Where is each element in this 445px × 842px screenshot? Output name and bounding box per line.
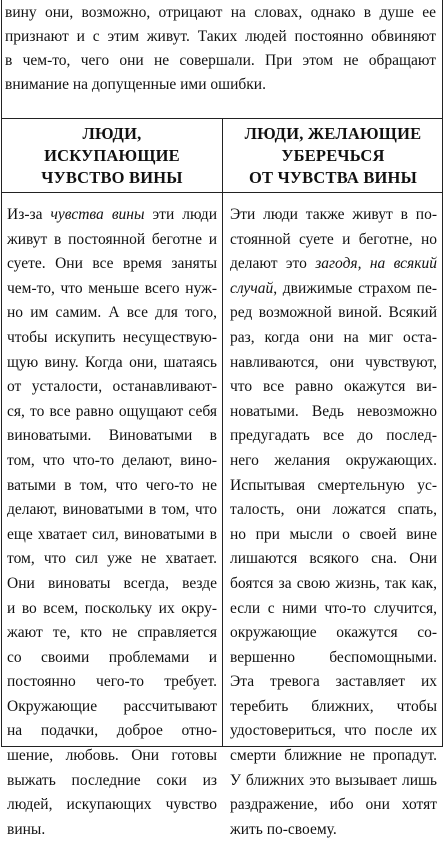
text-segment: чем-то, что меньше всего нуж- bbox=[7, 279, 217, 297]
text-segment: Из-за bbox=[7, 206, 51, 223]
text-line bbox=[7, 277, 217, 302]
text-segment: , движимые страхом пе- bbox=[273, 279, 437, 297]
text-line bbox=[7, 793, 217, 818]
text-segment: эти люди bbox=[144, 206, 217, 223]
text-line bbox=[230, 228, 437, 253]
text-segment: постоянно чего-то требует. bbox=[7, 673, 217, 691]
text-segment: вины. bbox=[7, 820, 46, 838]
text-segment: живут в постоянной беготне и bbox=[7, 230, 217, 248]
heading-line: УБЕРЕЧЬСЯ bbox=[281, 146, 385, 165]
italic-text: загодя, на всякий bbox=[315, 255, 437, 273]
text-line bbox=[7, 375, 217, 400]
text-segment: предугадать все до послед- bbox=[230, 427, 437, 445]
text-segment: Эта тревога заставляет их bbox=[230, 673, 437, 691]
header-rule bbox=[1, 192, 443, 193]
text-line bbox=[7, 474, 217, 499]
text-segment: выжать последние соки из bbox=[7, 771, 217, 789]
text-line bbox=[230, 621, 437, 646]
text-line bbox=[230, 326, 437, 351]
text-line bbox=[230, 301, 437, 326]
text-segment: со своими проблемами и bbox=[7, 648, 217, 666]
text-line bbox=[7, 523, 217, 548]
text-segment: жают те, кто не справляется bbox=[7, 624, 217, 642]
text-line bbox=[230, 719, 437, 744]
text-line bbox=[230, 572, 437, 597]
text-line bbox=[230, 670, 437, 695]
text-line bbox=[230, 793, 437, 818]
text-line bbox=[7, 670, 217, 695]
heading-line: ОТ ЧУВСТВА ВИНЫ bbox=[249, 168, 417, 187]
text-line bbox=[7, 769, 217, 794]
text-segment: том, что сил уже не хватает. bbox=[7, 550, 217, 568]
text-segment: окружающие окажутся со- bbox=[230, 624, 437, 642]
heading-line: ИСКУПАЮЩИЕ bbox=[44, 146, 180, 165]
text-line bbox=[7, 818, 217, 842]
text-segment: чтобы искупить несуществую- bbox=[7, 328, 217, 346]
intro-paragraph bbox=[5, 1, 436, 97]
right-column-text bbox=[230, 203, 437, 842]
text-line bbox=[230, 375, 437, 400]
text-line bbox=[230, 351, 437, 376]
text-segment: делают это bbox=[230, 255, 316, 273]
text-line bbox=[7, 203, 217, 228]
text-segment: еще хватает сил, виноватыми в bbox=[7, 525, 217, 543]
text-line bbox=[230, 769, 437, 794]
text-line bbox=[230, 252, 437, 277]
text-line bbox=[7, 719, 217, 744]
text-segment: лишаются всякого сна. Они bbox=[230, 550, 437, 568]
text-segment: вершенно беспомощными. bbox=[230, 648, 437, 666]
heading-line: ЛЮДИ, bbox=[82, 124, 142, 143]
text-segment: новатыми. Ведь невозможно bbox=[230, 402, 437, 420]
text-line bbox=[7, 400, 217, 425]
text-segment: щую вину. Когда они, шатаясь bbox=[7, 353, 217, 371]
left-column-heading bbox=[2, 123, 222, 189]
text-line bbox=[230, 818, 437, 842]
italic-text: чувства вины bbox=[50, 206, 145, 223]
text-line bbox=[7, 252, 217, 277]
text-segment: раздражение, ибо они хотят bbox=[230, 796, 437, 814]
text-segment: но им самим. А все для того, bbox=[7, 304, 217, 322]
intro-line: признают и с этим живут. Таких людей постоянно обвиняют bbox=[5, 28, 436, 45]
text-line bbox=[7, 646, 217, 671]
text-segment: навливаются, они чувствуют, bbox=[230, 353, 437, 371]
text-line bbox=[230, 744, 437, 769]
text-line bbox=[230, 646, 437, 671]
text-segment: раз, когда они на миг оста- bbox=[230, 328, 437, 346]
text-segment: на подачки, доброе отно- bbox=[7, 722, 217, 740]
text-line bbox=[230, 277, 437, 302]
intro-line: внимание на допущенные ими ошибки. bbox=[5, 76, 266, 93]
right-column-heading bbox=[224, 123, 442, 189]
text-segment: Эти люди также живут в по- bbox=[230, 206, 437, 223]
text-line bbox=[230, 547, 437, 572]
text-line bbox=[230, 474, 437, 499]
text-line bbox=[230, 424, 437, 449]
intro-line: вину они, возможно, отрицают на словах, однако в душе ее bbox=[5, 4, 436, 21]
text-segment: него желания окружающих. bbox=[230, 451, 437, 469]
text-segment: стоянной суете и беготне, но bbox=[230, 230, 437, 248]
text-segment: смерти ближние не пропадут. bbox=[230, 747, 437, 765]
text-segment: делают, виноватыми в том, что bbox=[7, 501, 217, 519]
text-segment: от усталости, останавливают- bbox=[7, 378, 217, 396]
text-segment: Они виноваты всегда, везде bbox=[7, 574, 217, 592]
text-segment: Испытывая смертельную ус- bbox=[230, 476, 437, 494]
text-line bbox=[230, 597, 437, 622]
text-line bbox=[230, 523, 437, 548]
text-line bbox=[7, 351, 217, 376]
text-line bbox=[7, 301, 217, 326]
text-line bbox=[7, 744, 217, 769]
text-line bbox=[230, 498, 437, 523]
heading-line: ЛЮДИ, ЖЕЛАЮЩИЕ bbox=[244, 124, 422, 143]
heading-line: ЧУВСТВО ВИНЫ bbox=[41, 168, 183, 187]
text-segment: суете. Они все время заняты bbox=[7, 255, 217, 273]
text-segment: теребить ближних, чтобы bbox=[230, 697, 437, 715]
text-segment: ред возможной виной. Всякий bbox=[230, 304, 437, 322]
text-line bbox=[7, 326, 217, 351]
intro-line: в чем-то, чего они не совершали. При этом не обращают bbox=[5, 52, 436, 69]
text-segment: но при мысли о своей вине bbox=[230, 525, 437, 543]
text-segment: что все равно окажутся ви- bbox=[230, 378, 437, 396]
text-line bbox=[230, 695, 437, 720]
column-divider bbox=[222, 118, 223, 747]
text-segment: талость, они ложатся спать, bbox=[230, 501, 437, 519]
text-line bbox=[7, 449, 217, 474]
text-segment: У ближних это вызывает лишь bbox=[230, 771, 437, 789]
text-line bbox=[7, 547, 217, 572]
text-segment: если с ними что-то случится, bbox=[230, 599, 437, 617]
text-line bbox=[230, 449, 437, 474]
text-segment: удостовериться, что после их bbox=[230, 722, 437, 740]
text-segment: и во всем, поскольку их окру- bbox=[7, 599, 217, 617]
text-line bbox=[7, 695, 217, 720]
text-line bbox=[7, 597, 217, 622]
text-line bbox=[7, 572, 217, 597]
text-segment: ватыми в том, что чего-то не bbox=[7, 476, 217, 494]
text-line bbox=[230, 400, 437, 425]
text-segment: ся, то все равно ощущают себя bbox=[7, 402, 217, 420]
text-line bbox=[7, 621, 217, 646]
text-segment: людей, искупающих чувство bbox=[7, 796, 217, 814]
text-segment: жить по-своему. bbox=[230, 820, 337, 838]
text-segment: шение, любовь. Они готовы bbox=[7, 747, 217, 765]
left-column-text bbox=[7, 203, 217, 842]
text-line bbox=[230, 203, 437, 228]
italic-text: случай bbox=[230, 279, 274, 297]
text-segment: том, что что-то делают, вино- bbox=[7, 451, 217, 469]
text-line bbox=[7, 498, 217, 523]
text-segment: боятся за свою жизнь, так как, bbox=[230, 574, 437, 592]
text-line bbox=[7, 228, 217, 253]
text-segment: виноватыми. Виноватыми в bbox=[7, 427, 217, 445]
text-line bbox=[7, 424, 217, 449]
text-segment: Окружающие рассчитывают bbox=[7, 697, 217, 715]
